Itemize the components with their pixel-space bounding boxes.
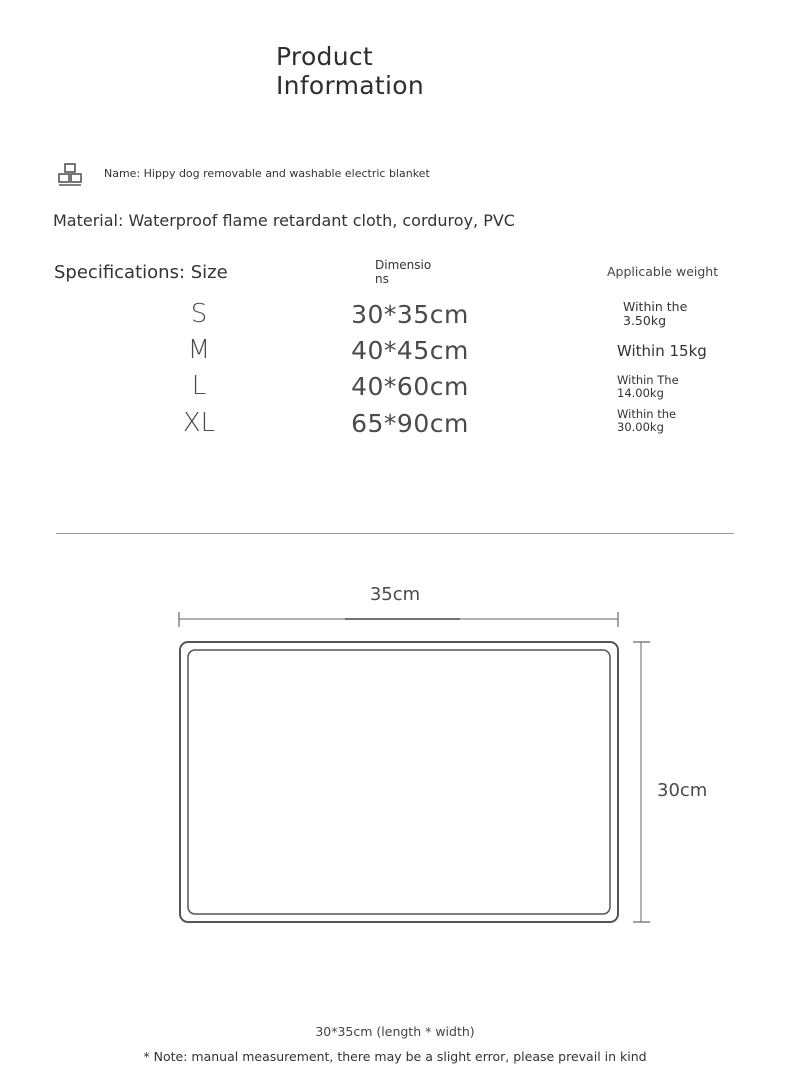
- spec-row-weight: Within 15kg: [617, 342, 707, 360]
- spec-size-header: Specifications: Size: [54, 262, 228, 283]
- spec-weight-header: Applicable weight: [607, 264, 719, 279]
- spec-row-dimensions: 30*35cm: [351, 300, 469, 329]
- width-label: 35cm: [369, 584, 421, 605]
- product-name: Name: Hippy dog removable and washable electric blanket: [104, 167, 430, 180]
- diagram-caption: 30*35cm (length * width): [315, 1024, 475, 1039]
- blanket-outline: [180, 642, 618, 922]
- width-dimension-line: [179, 612, 618, 627]
- title-line-1: Product: [276, 42, 374, 71]
- measurement-note: * Note: manual measurement, there may be a slight error, please prevail in kind: [143, 1049, 647, 1064]
- spec-dimensions-header: Dimensions: [375, 258, 432, 286]
- spec-row-size: S: [190, 299, 208, 329]
- product-material: Material: Waterproof flame retardant cloth, corduroy, PVC: [53, 211, 515, 230]
- spec-row-size: M: [187, 335, 211, 365]
- spec-row-dimensions: 65*90cm: [351, 409, 469, 438]
- height-label: 30cm: [657, 780, 708, 801]
- height-dimension-line: [633, 642, 650, 922]
- spec-row-weight: Within the 30.00kg: [617, 407, 677, 434]
- spec-row-dimensions: 40*45cm: [351, 336, 469, 365]
- spec-row-weight: Within the 3.50kg: [623, 299, 688, 328]
- title-line-2: Information: [276, 71, 425, 100]
- spec-row-dimensions: 40*60cm: [351, 372, 469, 401]
- spec-row-weight: Within The 14.00kg: [617, 373, 679, 400]
- spec-row-size: L: [191, 371, 207, 401]
- spec-row-size: XL: [182, 408, 216, 438]
